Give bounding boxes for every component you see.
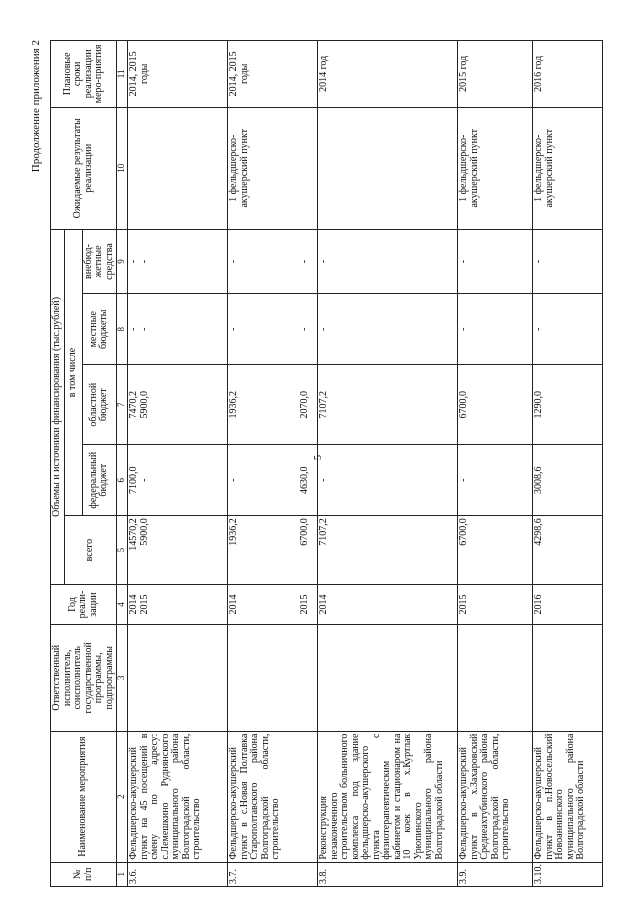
- row-extra-value: -: [533, 259, 544, 264]
- row-federal-value: 4630,0: [298, 466, 310, 494]
- header-year: Год реали-зации: [51, 585, 117, 625]
- row-total: [228, 516, 318, 585]
- row-regional-value: 6700,0: [458, 390, 469, 419]
- row-year: [458, 585, 533, 625]
- row-term: 2014 год: [318, 41, 458, 108]
- column-number: 7: [117, 365, 128, 445]
- header-federal: федеральный бюджет: [82, 445, 117, 516]
- row-extra: [458, 229, 533, 293]
- row-federal: [533, 445, 603, 516]
- row-executor: [533, 625, 603, 732]
- row-name: Реконструкция незаконченного строительством больничного комплекса под здание фельдшерско-акушерского пункта с физиотерапевтическим кабинетом и стационаром на 10 коек в х.Куртлак Урюпинского муниципального района Волгоградской области: [318, 731, 458, 862]
- row-federal-value: -: [138, 478, 150, 482]
- row-local-value: -: [138, 327, 150, 331]
- row-number: 3.8.: [318, 862, 458, 886]
- row-local-value: -: [228, 327, 239, 331]
- row-local-value: -: [533, 327, 544, 331]
- row-extra: [533, 229, 603, 293]
- row-year: [228, 585, 318, 625]
- row-total: [318, 516, 458, 585]
- row-regional-value: 1290,0: [533, 390, 544, 419]
- row-year: [318, 585, 458, 625]
- column-number: 11: [117, 41, 128, 108]
- row-term: 2014, 2015 годы: [228, 41, 318, 108]
- row-extra-value: -: [128, 259, 139, 264]
- row-extra: [318, 229, 458, 293]
- page-number: 5: [313, 455, 324, 460]
- row-term: 2014, 2015 годы: [128, 41, 228, 108]
- row-federal: [128, 445, 228, 516]
- row-local-value: -: [318, 327, 329, 331]
- row-year-value: 2015: [458, 594, 469, 615]
- row-total-value: 4298,6: [533, 518, 544, 546]
- row-result: [128, 107, 228, 229]
- row-federal-value: -: [228, 478, 239, 482]
- table-row: [458, 41, 533, 887]
- row-extra-value: -: [228, 259, 239, 264]
- column-number: 4: [117, 585, 128, 625]
- table-row: [533, 41, 603, 887]
- header-including: в том числе: [64, 229, 82, 515]
- row-total: [128, 516, 228, 585]
- row-name: Фельдшерско-акушерский пункт в с.Новая Полтавка Старополтавского района Волгоградской области, строительство: [228, 731, 318, 862]
- row-extra-value: -: [318, 259, 329, 264]
- row-total-value: 1936,2: [228, 518, 239, 546]
- row-federal-value: 3008,6: [533, 466, 544, 494]
- continuation-label: Продолжение приложения 2: [30, 40, 42, 173]
- row-regional-value: 5900,0: [138, 390, 150, 419]
- row-extra-value: -: [458, 259, 469, 264]
- row-total-value: 7107,2: [318, 518, 329, 546]
- header-extra: внебюд-жетные средства: [82, 229, 117, 293]
- row-number: 3.6.: [128, 862, 228, 886]
- header-regional: областной бюджет: [82, 365, 117, 445]
- row-year: [533, 585, 603, 625]
- row-year-value: 2014: [128, 594, 139, 615]
- row-regional-value: 1936,2: [228, 390, 239, 419]
- row-regional-value: 7107,2: [318, 390, 329, 419]
- row-number: 3.10.: [533, 862, 603, 886]
- header-results: Ожидаемые результаты реализации: [51, 107, 117, 229]
- column-number: 5: [117, 516, 128, 585]
- header-name: Наименование мероприятия: [51, 731, 117, 862]
- row-local-value: -: [458, 327, 469, 331]
- row-total: [458, 516, 533, 585]
- row-total-value: 6700,0: [298, 518, 310, 546]
- row-extra: [128, 229, 228, 293]
- header-executor: Ответственный исполнитель, соисполнитель государственной программы, подпрограммы: [51, 625, 117, 732]
- table-row: [128, 41, 228, 887]
- row-year: [128, 585, 228, 625]
- header-local: местные бюджеты: [82, 294, 117, 365]
- column-number: 3: [117, 625, 128, 732]
- row-year-value: 2014: [318, 594, 329, 615]
- row-result: 1 фельдшерско-акушерский пункт: [458, 107, 533, 229]
- row-regional: [458, 365, 533, 445]
- row-year-value: 2015: [138, 594, 150, 615]
- row-total-value: 5900,0: [138, 518, 150, 546]
- row-federal-value: 7100,0: [128, 466, 139, 494]
- funding-table: [50, 40, 603, 887]
- row-federal: [458, 445, 533, 516]
- row-term: 2016 год: [533, 41, 603, 108]
- column-number: 10: [117, 107, 128, 229]
- column-number-row: [117, 41, 128, 887]
- header-total: всего: [64, 516, 117, 585]
- row-name: Фельдшерско-акушерский пункт на 45 посещений в смену по адресу: с.Лемешкино Руднянского муниципального района Волгоградской области, строительство: [128, 731, 228, 862]
- row-regional: [128, 365, 228, 445]
- row-extra-value: -: [298, 259, 310, 264]
- row-federal-value: -: [458, 478, 469, 482]
- row-executor: [458, 625, 533, 732]
- row-executor: [318, 625, 458, 732]
- row-number: 3.9.: [458, 862, 533, 886]
- row-local-value: -: [128, 327, 139, 331]
- column-number: 2: [117, 731, 128, 862]
- row-regional-value: 7470,2: [128, 390, 139, 419]
- row-total-value: 6700,0: [458, 518, 469, 546]
- row-total-value: 14570,2: [128, 518, 139, 551]
- row-year-value: 2015: [298, 594, 310, 615]
- row-federal-value: -: [318, 478, 329, 482]
- rotated-page: [0, 40, 640, 905]
- row-regional: [228, 365, 318, 445]
- column-number: 1: [117, 862, 128, 886]
- row-result: 1 фельдшерско-акушерский пункт: [228, 107, 318, 229]
- row-regional: [533, 365, 603, 445]
- table-row: [228, 41, 318, 887]
- row-executor: [228, 625, 318, 732]
- column-number: 9: [117, 229, 128, 293]
- header-no: № п/п: [51, 862, 117, 886]
- row-year-value: 2014: [228, 594, 239, 615]
- row-name: Фельдшерско-акушерский пункт в п.Новосельский Новоаннинского муниципального района Волгоградской области: [533, 731, 603, 862]
- table-row: [318, 41, 458, 887]
- row-local: [318, 294, 458, 365]
- row-local: [533, 294, 603, 365]
- row-federal: [228, 445, 318, 516]
- row-extra-value: -: [138, 259, 150, 264]
- row-local: [228, 294, 318, 365]
- row-local-value: -: [298, 327, 310, 331]
- header-funding: Объемы и источники финансирования (тыс.рублей): [51, 229, 65, 584]
- header-terms: Плановые сроки реализации меро-приятия: [51, 41, 117, 108]
- row-regional: [318, 365, 458, 445]
- column-number: 8: [117, 294, 128, 365]
- column-number: 6: [117, 445, 128, 516]
- row-year-value: 2016: [533, 594, 544, 615]
- row-term: 2015 год: [458, 41, 533, 108]
- row-extra: [228, 229, 318, 293]
- row-number: 3.7.: [228, 862, 318, 886]
- row-local: [458, 294, 533, 365]
- row-federal: [318, 445, 458, 516]
- row-name: Фельдшерско-акушерский пункт в х.Захаровский Среднеахтубинского района Волгоградской области, строительство: [458, 731, 533, 862]
- row-regional-value: 2070,0: [298, 390, 310, 419]
- table-body: [128, 41, 603, 887]
- row-total: [533, 516, 603, 585]
- row-result: 1 фельдшерско-акушерский пункт: [533, 107, 603, 229]
- row-local: [128, 294, 228, 365]
- row-result: [318, 107, 458, 229]
- row-executor: [128, 625, 228, 732]
